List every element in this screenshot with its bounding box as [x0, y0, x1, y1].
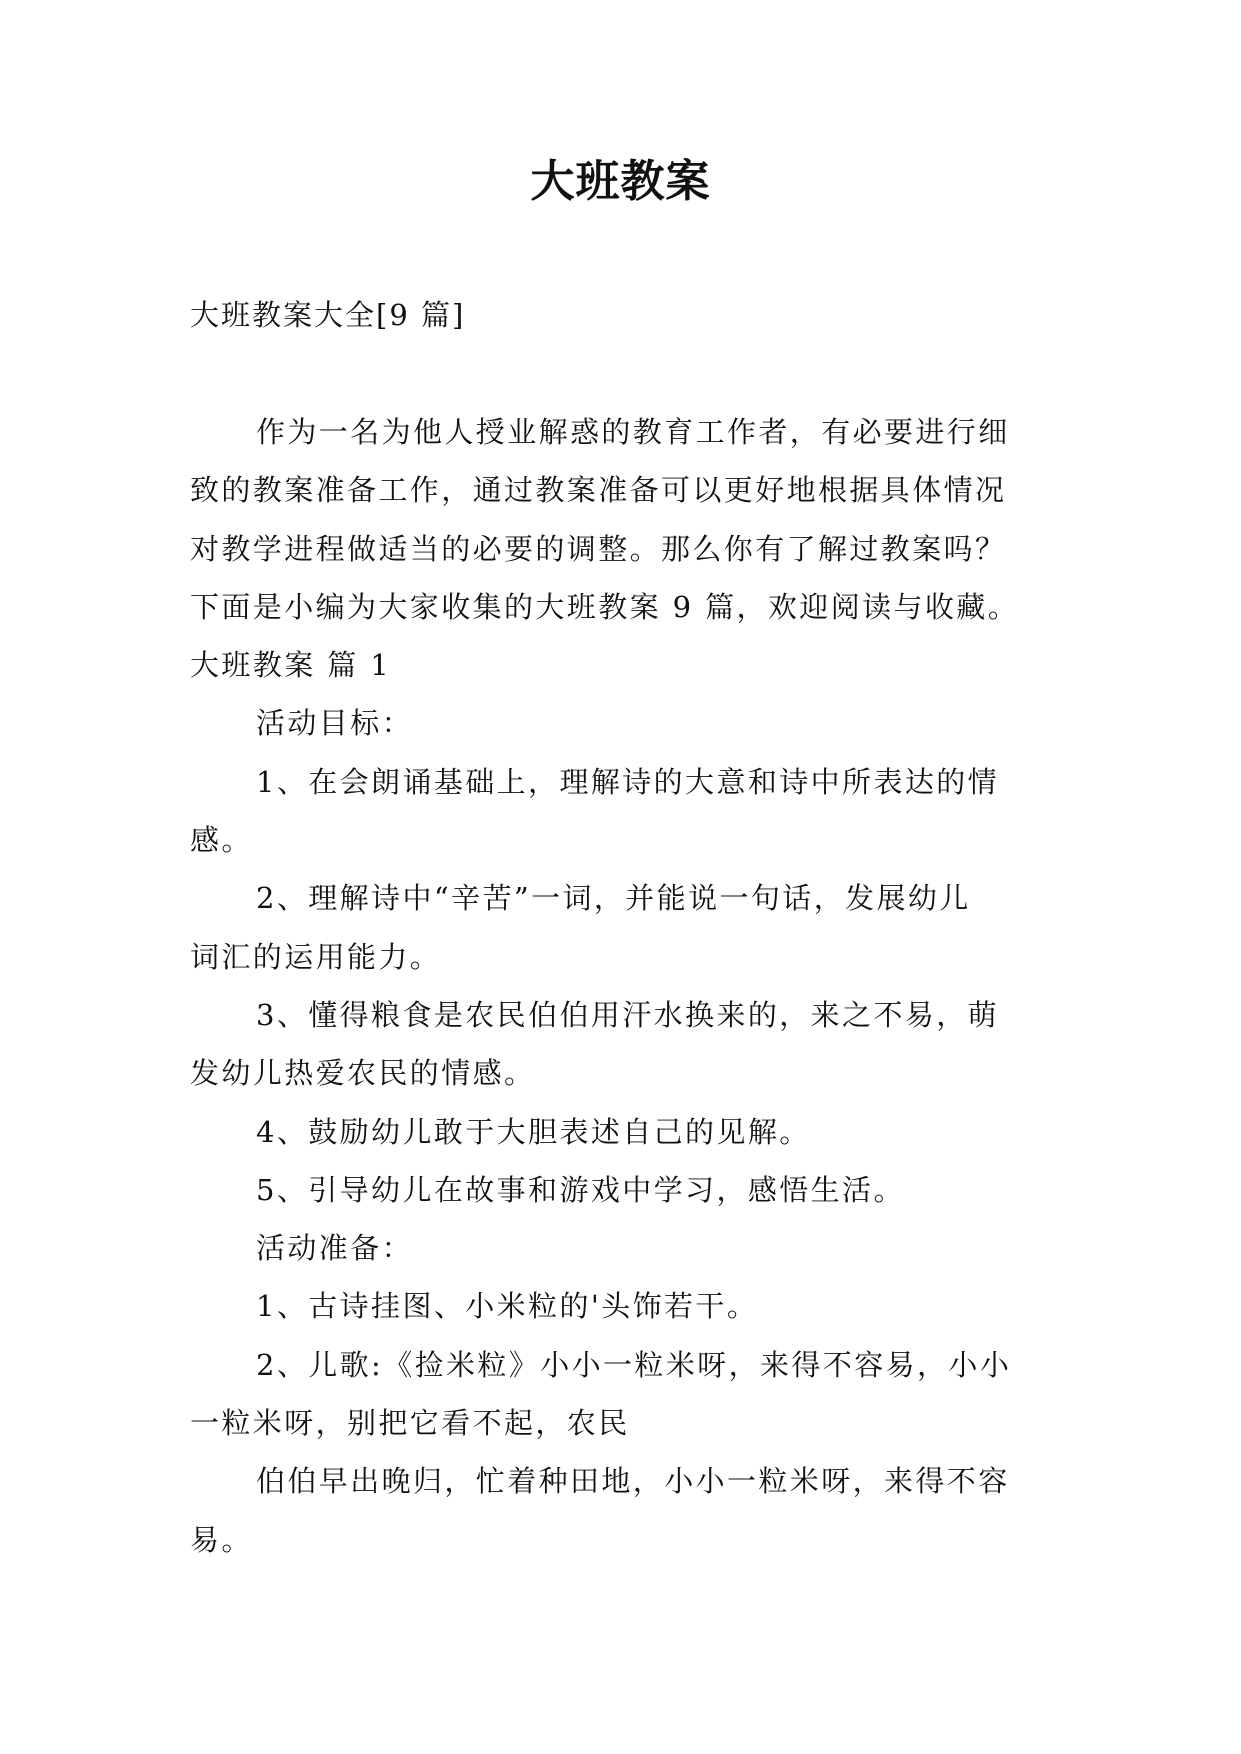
- paragraph-line: 作为一名为他人授业解惑的教育工作者，有必要进行细: [256, 415, 1010, 449]
- paragraph-line: 易。: [190, 1522, 253, 1557]
- document-body: [190, 403, 1070, 1569]
- subheading-activity-goals: 活动目标：: [256, 706, 414, 741]
- paragraph-line: 2、理解诗中“辛苦”一词，并能说一句话，发展幼儿: [256, 881, 971, 916]
- paragraph-line: 5、引导幼儿在故事和游戏中学习，感悟生活。: [256, 1172, 905, 1207]
- document-subtitle: 大班教案大全[9 篇]: [190, 298, 466, 332]
- paragraph-line: 2、儿歌:《捡米粒》小小一粒米呀，来得不容易，小小: [256, 1347, 1012, 1382]
- paragraph-line: 一粒米呀，别把它看不起，农民: [190, 1406, 630, 1441]
- paragraph-line: 发幼儿热爱农民的情感。: [190, 1056, 536, 1091]
- paragraph-line: 3、懂得粮食是农民伯伯用汗水换来的，来之不易，萌: [256, 997, 1000, 1032]
- subheading-activity-prep: 活动准备：: [256, 1231, 414, 1266]
- paragraph-line: 感。: [190, 823, 253, 858]
- paragraph-line: 致的教案准备工作，通过教案准备可以更好地根据具体情况: [190, 473, 1007, 508]
- paragraph-line: 词汇的运用能力。: [190, 939, 442, 974]
- paragraph-line: 下面是小编为大家收集的大班教案 9 篇，欢迎阅读与收藏。: [190, 589, 1020, 624]
- paragraph-line: 1、在会朗诵基础上，理解诗的大意和诗中所表达的情: [256, 764, 1000, 799]
- paragraph-line: 1、古诗挂图、小米粒的'头饰若干。: [256, 1289, 759, 1324]
- document-title: 大班教案: [530, 156, 711, 207]
- paragraph-line: 4、鼓励幼儿敢于大胆表述自己的见解。: [256, 1114, 811, 1149]
- paragraph-line: 伯伯早出晚归，忙着种田地，小小一粒米呀，来得不容: [256, 1464, 1010, 1499]
- paragraph-line: 对教学进程做适当的必要的调整。那么你有了解过教案吗？: [190, 531, 1007, 566]
- section-heading: 大班教案 篇 1: [190, 648, 392, 683]
